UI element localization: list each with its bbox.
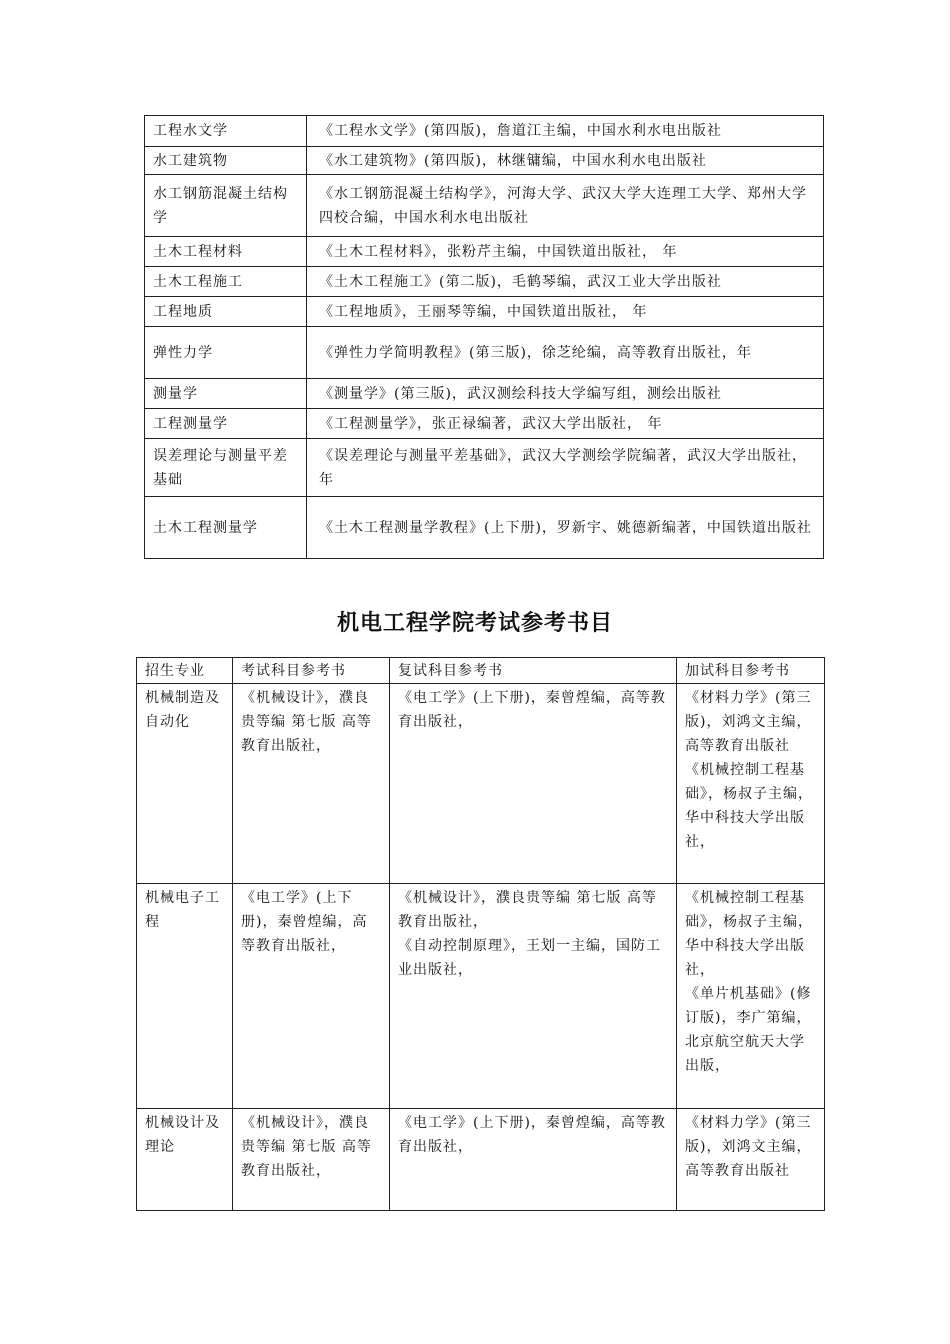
table-row [145, 497, 824, 559]
subject-cell: 水工建筑物 [145, 147, 307, 175]
retest-cell [390, 684, 677, 884]
reference-cell: 《水工钢筋混凝土结构学》，河海大学、武汉大学大连理工大学、郑州大学四校合编，中国水利水电出版社 [307, 175, 824, 237]
extra-book: 《机械控制工程基础》，杨叔子主编，华中科技大学出版社， [685, 762, 813, 850]
retest-book: 《自动控制原理》，王划一主编，国防工业出版社， [398, 938, 661, 978]
subject-cell: 水工钢筋混凝土结构学 [145, 175, 307, 237]
table-row [145, 147, 824, 175]
subject-cell: 误差理论与测量平差基础 [145, 439, 307, 497]
subject-cell: 土木工程材料 [145, 237, 307, 267]
table-row [145, 379, 824, 409]
retest-cell [390, 1109, 677, 1211]
table-row [145, 267, 824, 297]
extra-cell [677, 684, 825, 884]
table-row [137, 884, 825, 1109]
reference-cell: 《工程测量学》，张正禄编著，武汉大学出版社， 年 [307, 409, 824, 439]
extra-cell [677, 1109, 825, 1211]
subject-cell: 工程测量学 [145, 409, 307, 439]
table-row [145, 409, 824, 439]
subject-cell: 工程地质 [145, 297, 307, 327]
table-row [145, 297, 824, 327]
major-cell: 机械设计及理论 [137, 1109, 233, 1211]
table-row [145, 439, 824, 497]
reference-cell: 《土木工程测量学教程》(上下册)，罗新宇、姚德新编著，中国铁道出版社 [307, 497, 824, 559]
subject-cell: 土木工程测量学 [145, 497, 307, 559]
section-title: 机电工程学院考试参考书目 [336, 610, 613, 636]
exam-cell: 《机械设计》，濮良贵等编 第七版 高等教育出版社， [233, 684, 390, 884]
reference-table-mechatronics [136, 657, 825, 1211]
extra-book: 《材料力学》(第三版)，刘鸿文主编，高等教育出版社 [685, 690, 812, 754]
header-retest: 复试科目参考书 [390, 658, 677, 684]
reference-table-civil [144, 115, 824, 559]
header-extra: 加试科目参考书 [677, 658, 825, 684]
extra-book: 《机械控制工程基础》，杨叔子主编，华中科技大学出版社， [685, 890, 813, 978]
subject-cell: 工程水文学 [145, 116, 307, 147]
exam-cell: 《电工学》(上下册)，秦曾煌编，高等教育出版社， [233, 884, 390, 1109]
table-row [145, 116, 824, 147]
reference-cell: 《误差理论与测量平差基础》，武汉大学测绘学院编著，武汉大学出版社， 年 [307, 439, 824, 497]
extra-book: 《单片机基础》(修订版)，李广第编，北京航空航天大学出版， [685, 986, 812, 1074]
major-cell: 机械电子工程 [137, 884, 233, 1109]
reference-cell: 《测量学》(第三版)，武汉测绘科技大学编写组，测绘出版社 [307, 379, 824, 409]
header-exam: 考试科目参考书 [233, 658, 390, 684]
table-row [145, 175, 824, 237]
table-row [137, 684, 825, 884]
reference-cell: 《工程地质》，王丽琴等编，中国铁道出版社， 年 [307, 297, 824, 327]
retest-book: 《机械设计》，濮良贵等编 第七版 高等教育出版社， [398, 890, 657, 930]
reference-cell: 《工程水文学》(第四版)，詹道江主编，中国水利水电出版社 [307, 116, 824, 147]
reference-cell: 《土木工程材料》，张粉芹主编，中国铁道出版社， 年 [307, 237, 824, 267]
table-row [145, 237, 824, 267]
table-header-row [137, 658, 825, 684]
extra-cell [677, 884, 825, 1109]
retest-cell [390, 884, 677, 1109]
subject-cell: 测量学 [145, 379, 307, 409]
reference-cell: 《土木工程施工》(第二版)，毛鹤琴编，武汉工业大学出版社 [307, 267, 824, 297]
reference-cell: 《弹性力学简明教程》(第三版)，徐芝纶编，高等教育出版社，年 [307, 327, 824, 379]
exam-cell: 《机械设计》，濮良贵等编 第七版 高等教育出版社， [233, 1109, 390, 1211]
major-cell: 机械制造及自动化 [137, 684, 233, 884]
table-row [137, 1109, 825, 1211]
retest-book: 《电工学》(上下册)，秦曾煌编，高等教育出版社， [398, 690, 666, 730]
extra-book: 《材料力学》(第三版)，刘鸿文主编，高等教育出版社 [685, 1115, 812, 1179]
table-row [145, 327, 824, 379]
subject-cell: 土木工程施工 [145, 267, 307, 297]
header-major: 招生专业 [137, 658, 233, 684]
reference-cell: 《水工建筑物》(第四版)，林继镛编，中国水利水电出版社 [307, 147, 824, 175]
retest-book: 《电工学》(上下册)，秦曾煌编，高等教育出版社， [398, 1115, 666, 1155]
subject-cell: 弹性力学 [145, 327, 307, 379]
